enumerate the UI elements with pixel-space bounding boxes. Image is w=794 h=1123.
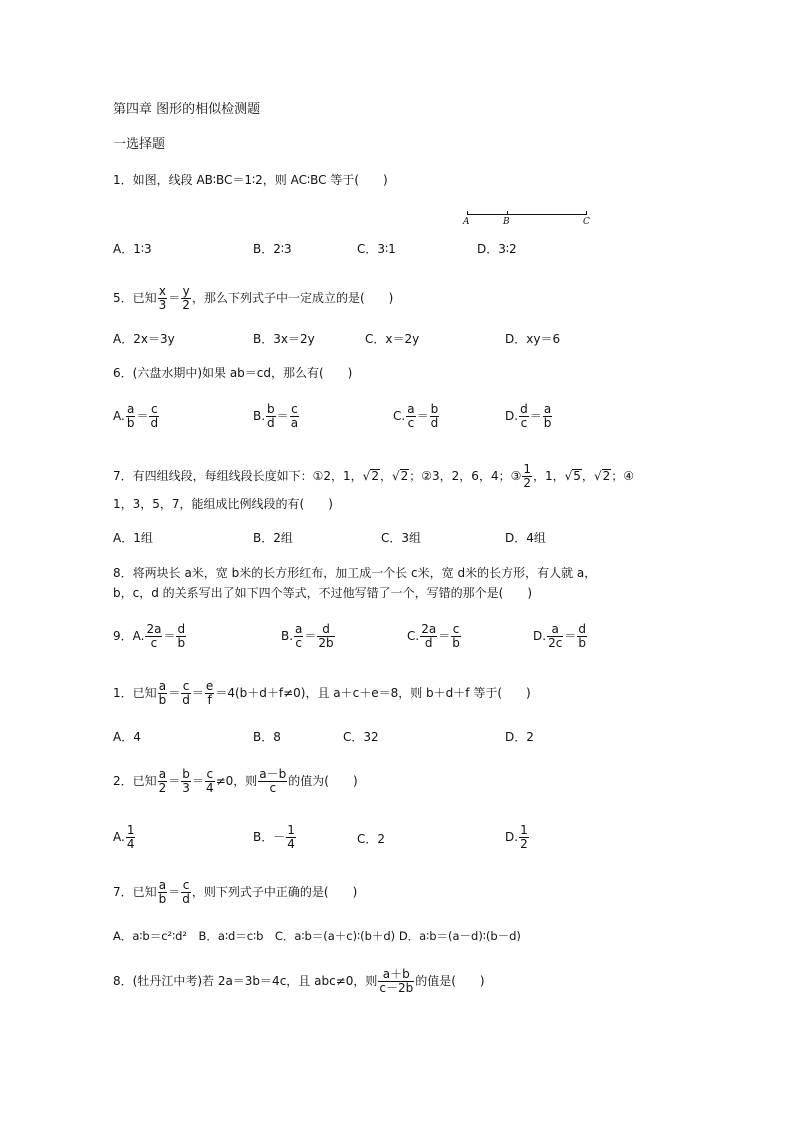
question-8-line2: b，c，d 的关系写出了如下四个等式，不过他写错了一个，写错的那个是( ) bbox=[113, 586, 533, 600]
question-11-stem: 2．已知 $\frac{a}{2}$ ＝ $\frac{b}{3}$ ＝ $\frac{c}{4}$ ≠0，则 $\frac{a-b}{c}$ 的值为( ) bbox=[113, 767, 358, 795]
tick-b bbox=[507, 211, 508, 215]
q7-option-a: A．1组 bbox=[113, 531, 153, 545]
q9-option-d: D. $\frac{a}{2c}$ ＝ $\frac{d}{b}$ bbox=[533, 622, 586, 650]
q7-half-fraction: $\frac{1}{2}$ bbox=[523, 462, 531, 490]
q5-option-a: A．2x＝3y bbox=[113, 332, 175, 346]
q5-option-b: B．3x＝2y bbox=[253, 332, 315, 346]
q5-option-c: C．x＝2y bbox=[365, 332, 420, 346]
question-10-stem: 1．已知 $\frac{a}{b}$ ＝ $\frac{c}{d}$ ＝ $\frac{e}{f}$ ＝4(b＋d＋f≠0)，且 a＋c＋e＝8，则 b＋d＋f 等于( ) bbox=[113, 679, 531, 707]
q5-fraction-x: $\frac{x}{3}$ bbox=[158, 284, 167, 312]
q1-option-b: B．2∶3 bbox=[253, 242, 292, 256]
q5-fraction-y: $\frac{y}{2}$ bbox=[182, 284, 190, 312]
sqrt-symbol: √ bbox=[391, 469, 400, 483]
q1-option-d: D．3∶2 bbox=[477, 242, 517, 256]
sqrt-symbol: √ bbox=[593, 469, 602, 483]
point-label-b: B bbox=[503, 217, 510, 227]
tick-c bbox=[586, 211, 587, 215]
q6-option-a: A. $\frac{a}{b}$ ＝ $\frac{c}{d}$ bbox=[113, 402, 159, 430]
q9-option-a: 9．A. $\frac{2a}{c}$ ＝ $\frac{d}{b}$ bbox=[113, 622, 186, 650]
question-1-stem: 1．如图，线段 AB∶BC＝1∶2，则 AC∶BC 等于( ) bbox=[113, 173, 388, 187]
q10-option-d: D．2 bbox=[505, 730, 534, 744]
sqrt-symbol: √ bbox=[564, 469, 573, 483]
q10-option-c: C．32 bbox=[343, 730, 379, 744]
q11-option-d: D. $\frac{1}{2}$ bbox=[505, 823, 528, 851]
q5-option-d: D．xy＝6 bbox=[505, 332, 561, 346]
segment-line bbox=[467, 214, 587, 215]
q9-option-c: C. $\frac{2a}{d}$ ＝ $\frac{c}{b}$ bbox=[407, 622, 460, 650]
point-label-c: C bbox=[583, 217, 590, 227]
q6-option-b: B. $\frac{b}{d}$ ＝ $\frac{c}{a}$ bbox=[253, 402, 299, 430]
q12-options: A．a∶b＝c²∶d² B．a∶d＝c∶b C．a∶b＝(a＋c)∶(b＋d) D．a∶b＝(a－d)∶(b－d) bbox=[113, 929, 521, 943]
q7-option-d: D．4组 bbox=[505, 531, 546, 545]
question-7-line1: 7．有四组线段，每组线段长度如下：①2，1，√2，√2；②3，2，6，4；③ $\frac{1}{2}$ ，1，√5，√2；④ bbox=[113, 462, 634, 490]
question-12-stem: 7．已知 $\frac{a}{b}$ ＝ $\frac{c}{d}$ ，则下列式子中正确的是( ) bbox=[113, 878, 358, 906]
q6-option-d: D. $\frac{d}{c}$ ＝ $\frac{a}{b}$ bbox=[505, 402, 552, 430]
q1-option-a: A．1∶3 bbox=[113, 242, 152, 256]
question-6-stem: 6．(六盘水期中)如果 ab＝cd，那么有( ) bbox=[113, 366, 353, 380]
question-13-stem: 8．(牡丹江中考)若 2a＝3b＝4c，且 abc≠0，则 $\frac{a+b}{c-2b}$ 的值是( ) bbox=[113, 967, 485, 995]
q5-post: ，那么下列式子中一定成立的是( ) bbox=[191, 291, 394, 305]
q1-option-c: C．3∶1 bbox=[357, 242, 396, 256]
section-heading: 一选择题 bbox=[113, 137, 166, 152]
q10-option-a: A．4 bbox=[113, 730, 141, 744]
q11-option-b: B．－ $\frac{1}{4}$ bbox=[253, 823, 295, 851]
question-7-line2: 1，3，5，7，能组成比例线段的有( ) bbox=[113, 497, 333, 511]
q11-option-c: C．2 bbox=[357, 832, 386, 846]
sqrt-symbol: √ bbox=[362, 469, 371, 483]
question-8-line1: 8．将两块长 a米，宽 b米的长方形红布，加工成一个长 c米，宽 d米的长方形，有人就 a， bbox=[113, 566, 597, 580]
page-title: 第四章 图形的相似检测题 bbox=[113, 102, 261, 117]
tick-a bbox=[467, 211, 468, 215]
q7-option-b: B．2组 bbox=[253, 531, 293, 545]
point-label-a: A bbox=[463, 217, 470, 227]
q10-option-b: B．8 bbox=[253, 730, 281, 744]
q7-option-c: C．3组 bbox=[381, 531, 422, 545]
q11-option-a: A. $\frac{1}{4}$ bbox=[113, 823, 135, 851]
q6-option-c: C. $\frac{a}{c}$ ＝ $\frac{b}{d}$ bbox=[393, 402, 439, 430]
question-5-stem: 5．已知 $\frac{x}{3}$ ＝ $\frac{y}{2}$ ，那么下列式子中一定成立的是( ) bbox=[113, 284, 394, 312]
q9-option-b: B. $\frac{a}{c}$ ＝ $\frac{d}{2b}$ bbox=[281, 622, 334, 650]
q5-pre: 5．已知 bbox=[113, 291, 157, 305]
